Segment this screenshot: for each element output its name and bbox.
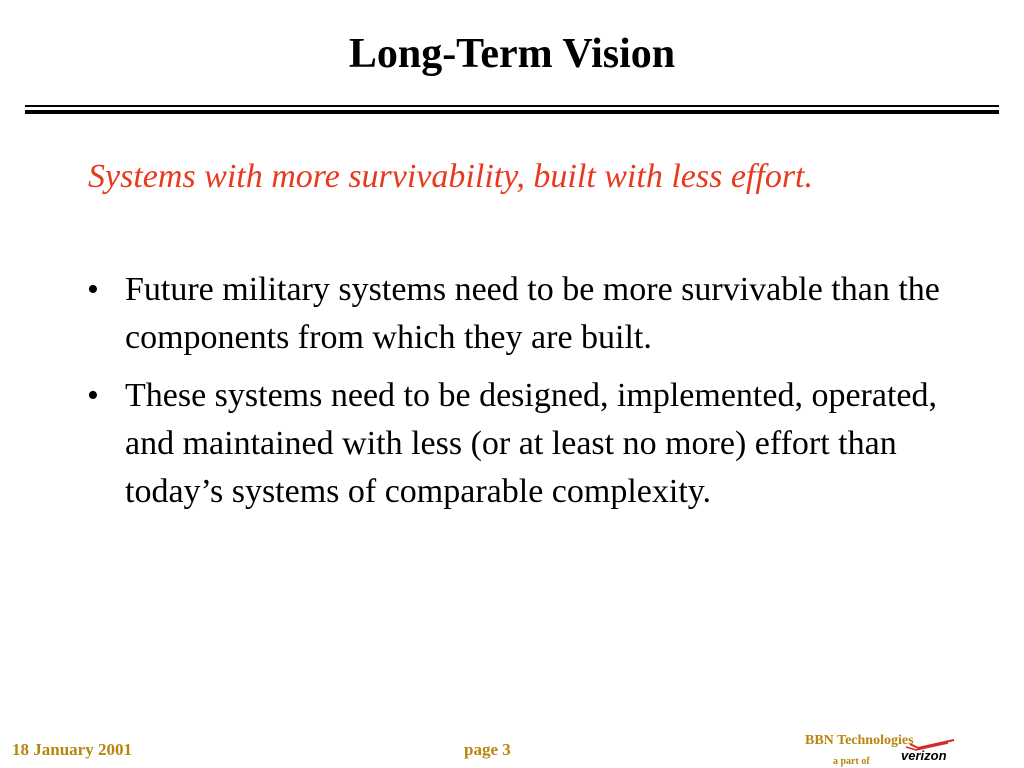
bullet-list <box>87 266 967 526</box>
bullet-item <box>87 372 967 516</box>
verizon-logo <box>896 738 956 766</box>
bullet-text: These systems need to be designed, implemented, operated, and maintained with less (or at least no more) effort than today’s systems of comparable complexity. <box>125 377 937 510</box>
bullet-marker: • <box>87 377 99 414</box>
bullet-text: Future military systems need to be more survivable than the components from which they are built. <box>125 271 940 356</box>
footer-part-of: a part of <box>833 756 870 767</box>
footer-company-name: BBN Technologies <box>805 733 914 748</box>
footer-page-number: page 3 <box>464 740 511 759</box>
slide-subtitle: Systems with more survivability, built with less effort. <box>88 158 813 195</box>
footer-date: 18 January 2001 <box>12 740 132 759</box>
bullet-item <box>87 266 967 362</box>
logo-wordmark: verizon <box>901 748 947 763</box>
slide-title: Long-Term Vision <box>348 31 676 77</box>
title-divider-thin <box>25 105 999 107</box>
bullet-marker: • <box>87 271 99 308</box>
title-divider-thick <box>25 110 999 114</box>
